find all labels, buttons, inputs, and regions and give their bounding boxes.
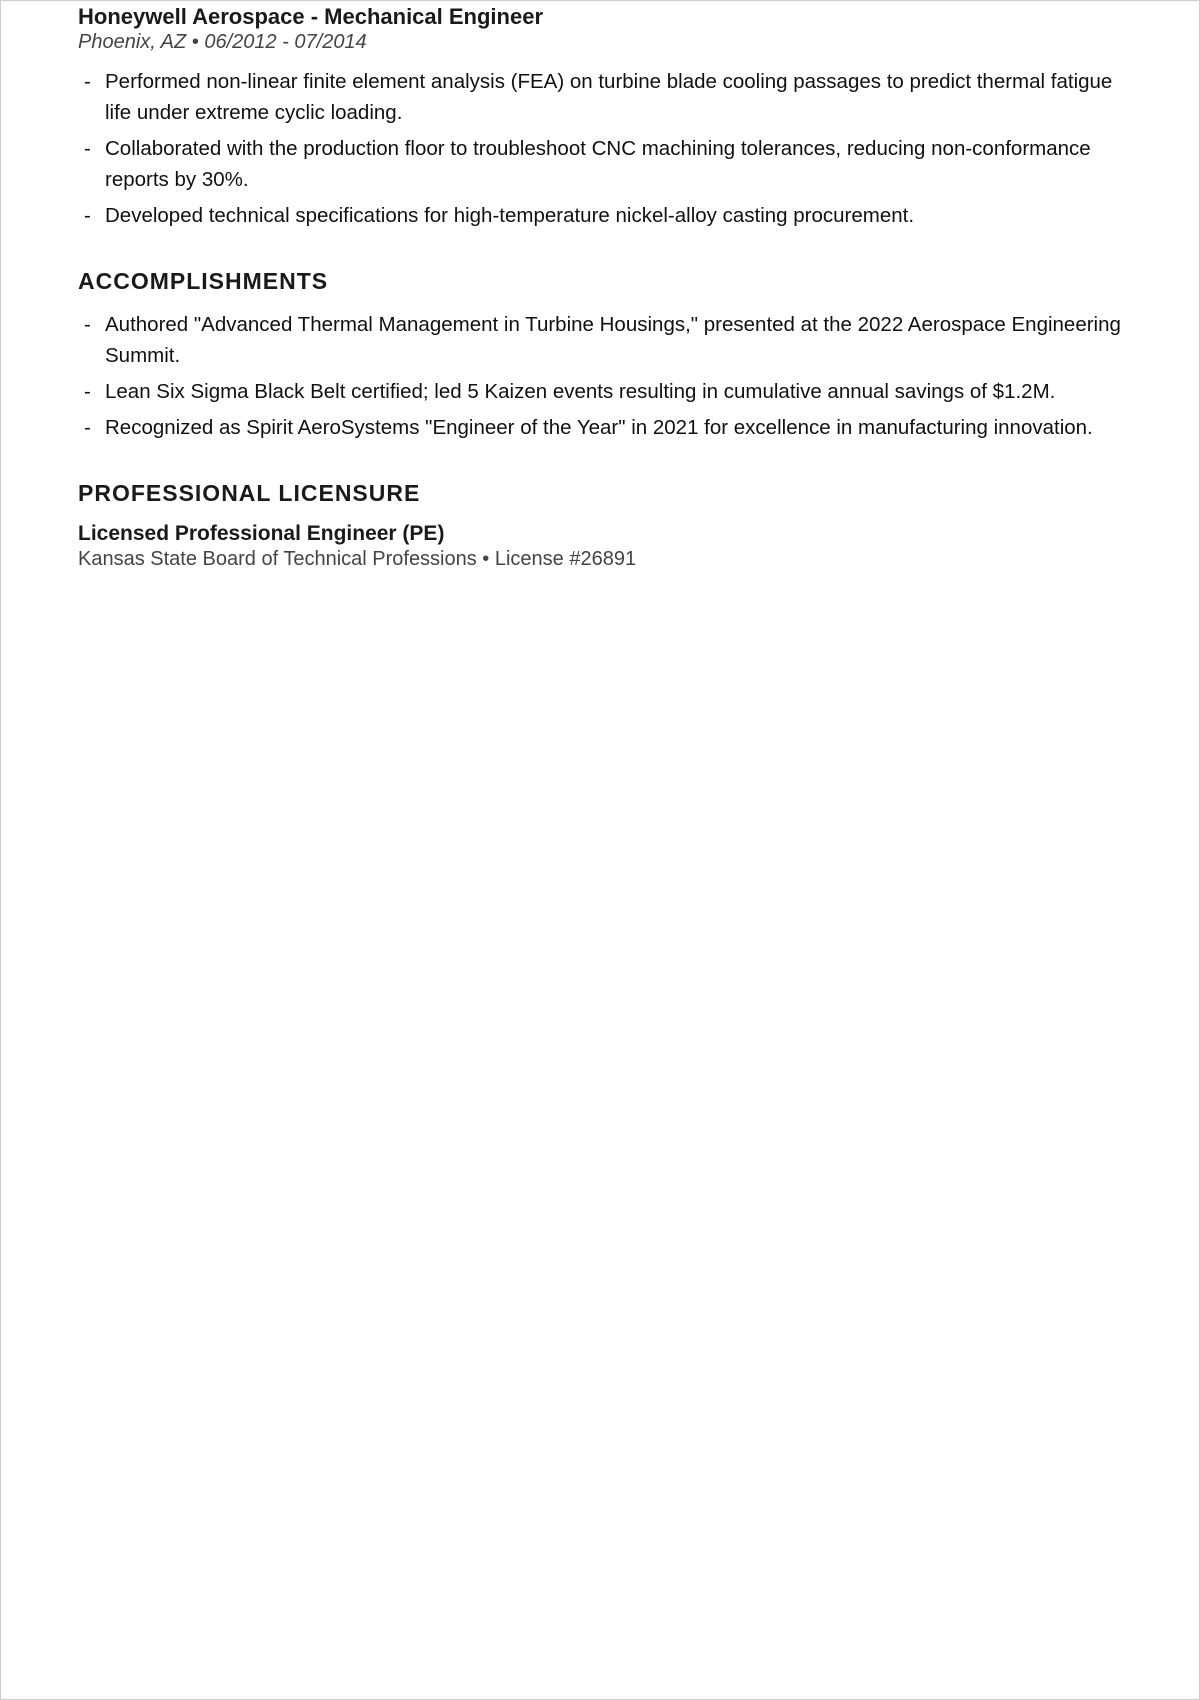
list-item xyxy=(78,412,1138,443)
experience-entry xyxy=(78,1,1138,231)
bullet-dash: - xyxy=(84,416,91,439)
job-title: Honeywell Aerospace - Mechanical Engineer xyxy=(78,4,544,29)
accomplishments-list xyxy=(78,309,1138,443)
list-item xyxy=(78,66,1138,128)
job-bullet-list xyxy=(78,66,1138,231)
bullet-dash: - xyxy=(84,380,91,403)
job-meta: Phoenix, AZ • 06/2012 - 07/2014 xyxy=(78,31,367,53)
section-heading-accomplishments: ACCOMPLISHMENTS xyxy=(78,268,329,294)
bullet-text: Performed non-linear finite element analysis (FEA) on turbine blade cooling passages to predict thermal fatigue life under extreme cyclic loading. xyxy=(105,70,1113,124)
bullet-text: Collaborated with the production floor to troubleshoot CNC machining tolerances, reducing non-conformance reports by 30%. xyxy=(105,137,1091,191)
bullet-dash: - xyxy=(84,204,91,227)
bullet-text: Authored "Advanced Thermal Management in Turbine Housings," presented at the 2022 Aerospace Engineering Summit. xyxy=(105,313,1121,367)
section-heading-licensure: PROFESSIONAL LICENSURE xyxy=(78,480,421,506)
bullet-text: Lean Six Sigma Black Belt certified; led 5 Kaizen events resulting in cumulative annual savings of $1.2M. xyxy=(105,380,1056,403)
licensure-section xyxy=(78,479,1138,572)
bullet-text: Recognized as Spirit AeroSystems "Engineer of the Year" in 2021 for excellence in manufacturing innovation. xyxy=(105,416,1093,439)
list-item xyxy=(78,200,1138,231)
accomplishments-section xyxy=(78,267,1138,443)
bullet-text: Developed technical specifications for high-temperature nickel-alloy casting procurement. xyxy=(105,204,915,227)
license-detail: Kansas State Board of Technical Professions • License #26891 xyxy=(78,548,637,570)
resume-content xyxy=(78,1,1138,572)
bullet-dash: - xyxy=(84,70,91,93)
bullet-dash: - xyxy=(84,137,91,160)
list-item xyxy=(78,133,1138,195)
license-name: Licensed Professional Engineer (PE) xyxy=(78,522,445,545)
list-item xyxy=(78,376,1138,407)
bullet-dash: - xyxy=(84,313,91,336)
list-item xyxy=(78,309,1138,371)
